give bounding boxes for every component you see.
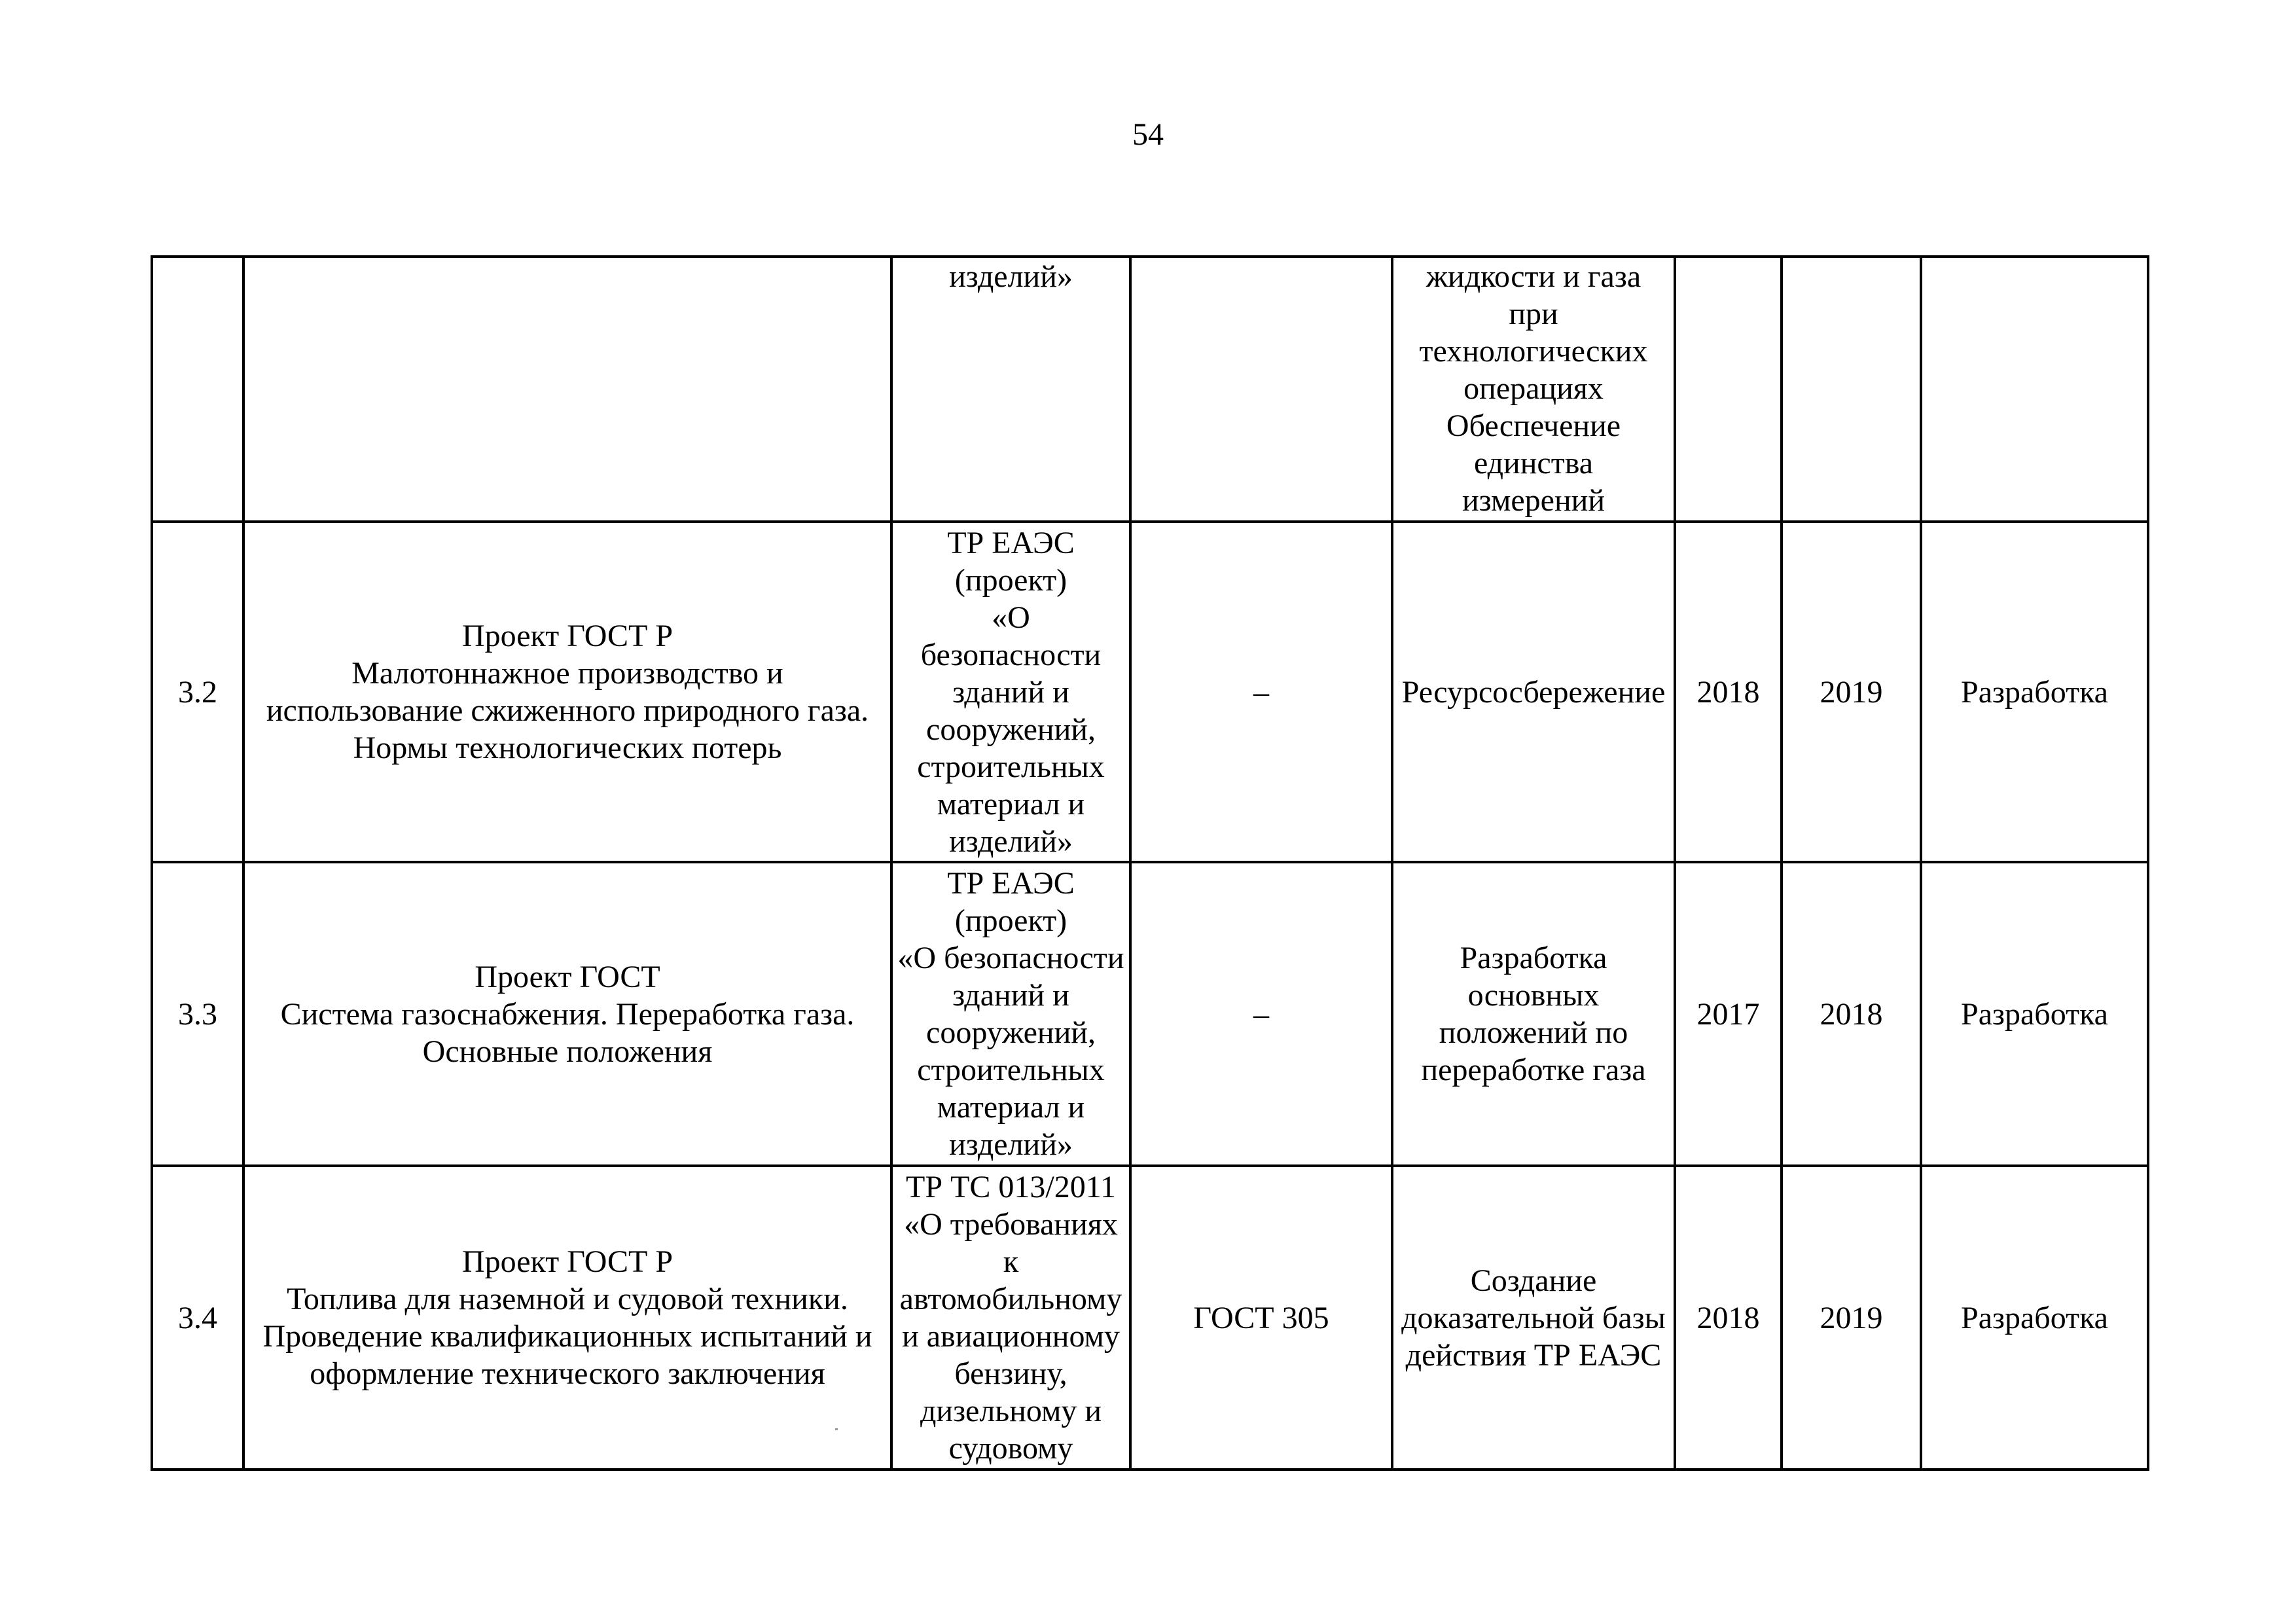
- start-year-cell: 2017: [1675, 862, 1782, 1166]
- tech-regulation-cell: изделий»: [891, 257, 1130, 522]
- item-name-cell: Проект ГОСТ Р Топлива для наземной и судовой техники. Проведение квалификационных испытаний и оформление технического заключения: [243, 1166, 891, 1470]
- item-name-cell: [243, 257, 891, 522]
- item-name-cell: Проект ГОСТ Система газоснабжения. Переработка газа. Основные положения: [243, 862, 891, 1166]
- page-number: 54: [1132, 117, 1164, 152]
- goal-cell: Создание доказательной базы действия ТР ЕАЭС: [1392, 1166, 1675, 1470]
- start-year-cell: 2018: [1675, 1166, 1782, 1470]
- base-standard-cell: [1130, 257, 1392, 522]
- status-cell: Разработка: [1921, 1166, 2148, 1470]
- base-standard-cell: –: [1130, 862, 1392, 1166]
- item-number-cell: [152, 257, 243, 522]
- start-year-cell: [1675, 257, 1782, 522]
- standards-table: [151, 255, 2149, 1471]
- start-year-cell: 2018: [1675, 522, 1782, 862]
- status-cell: Разработка: [1921, 862, 2148, 1166]
- scan-speck: [835, 1428, 838, 1430]
- item-number-cell: 3.3: [152, 862, 243, 1166]
- end-year-cell: 2019: [1782, 1166, 1921, 1470]
- end-year-cell: [1782, 257, 1921, 522]
- end-year-cell: 2019: [1782, 522, 1921, 862]
- status-cell: Разработка: [1921, 522, 2148, 862]
- goal-cell: жидкости и газа при технологических операциях Обеспечение единства измерений: [1392, 257, 1675, 522]
- goal-cell: Ресурсосбережение: [1392, 522, 1675, 862]
- table-row: [152, 1166, 2148, 1470]
- status-cell: [1921, 257, 2148, 522]
- item-number-cell: 3.4: [152, 1166, 243, 1470]
- tech-regulation-cell: ТР ЕАЭС (проект) «О безопасности зданий и сооружений, строительных материал и изделий»: [891, 862, 1130, 1166]
- base-standard-cell: ГОСТ 305: [1130, 1166, 1392, 1470]
- table-row: [152, 522, 2148, 862]
- table-row: [152, 862, 2148, 1166]
- base-standard-cell: –: [1130, 522, 1392, 862]
- item-number-cell: 3.2: [152, 522, 243, 862]
- end-year-cell: 2018: [1782, 862, 1921, 1166]
- item-name-cell: Проект ГОСТ Р Малотоннажное производство и использование сжиженного природного газа. Нормы технологических потерь: [243, 522, 891, 862]
- table-row: [152, 257, 2148, 522]
- tech-regulation-cell: ТР ТС 013/2011 «О требованиях к автомобильному и авиационному бензину, дизельному и судовому: [891, 1166, 1130, 1470]
- goal-cell: Разработка основных положений по переработке газа: [1392, 862, 1675, 1166]
- tech-regulation-cell: ТР ЕАЭС (проект) «О безопасности зданий и сооружений, строительных материал и изделий»: [891, 522, 1130, 862]
